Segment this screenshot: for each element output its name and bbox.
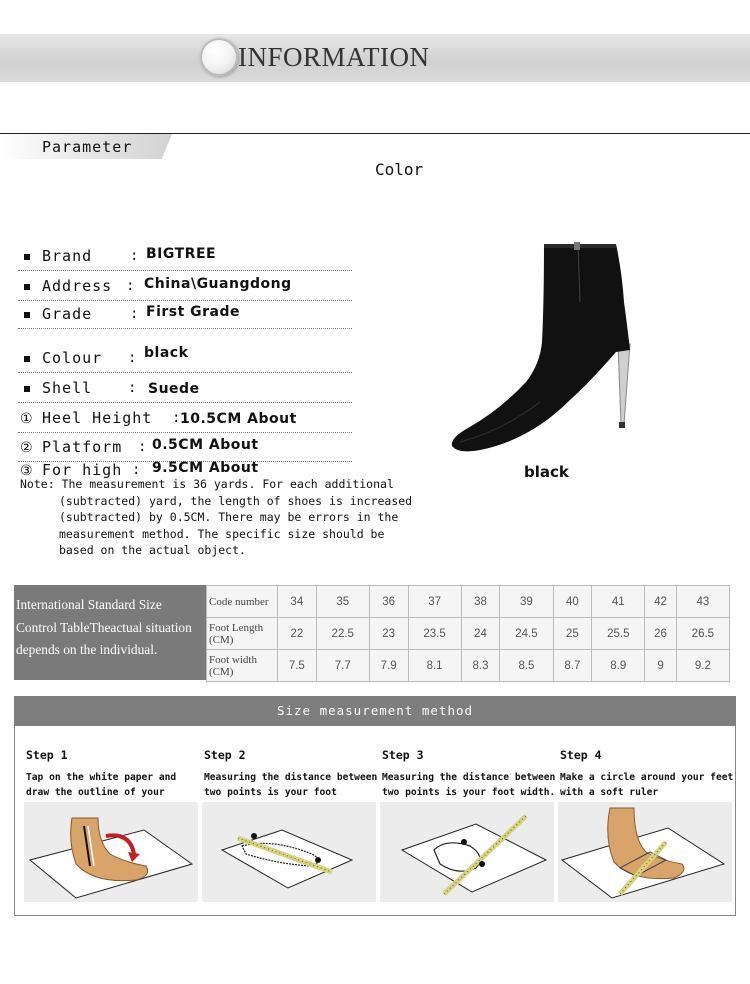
row-header: Foot Length (CM) (207, 618, 278, 650)
bullet-icon (24, 284, 30, 290)
param-row-shell (18, 378, 352, 403)
bullet-icon (24, 254, 30, 260)
color-swatch-label: black (524, 463, 569, 481)
table-cell: 26 (645, 618, 676, 650)
table-cell: 39 (500, 586, 553, 618)
table-cell: 24 (461, 618, 500, 650)
table-cell: 9.2 (676, 650, 729, 682)
note-line: (subtracted) yard, the length of shoes is increased (59, 493, 413, 508)
color-section-title: Color (375, 160, 424, 179)
table-cell: 43 (676, 586, 729, 618)
param-row-grade (18, 304, 352, 329)
param-value: Suede (148, 381, 200, 397)
note-line: based on the actual object. (59, 543, 246, 558)
step-2-illustration (202, 802, 376, 902)
table-cell: 25.5 (592, 618, 645, 650)
param-value: 10.5CM About (180, 411, 297, 427)
table-cell: 22.5 (316, 618, 369, 650)
size-table-caption (14, 585, 206, 680)
table-row (207, 650, 730, 682)
header-circle-icon (200, 38, 238, 76)
bullet-icon (24, 356, 30, 362)
param-sep: : (128, 380, 137, 396)
param-sep: : (138, 439, 147, 455)
param-name: Shell (42, 379, 93, 397)
step-description: Tap on the white paper and draw the outline of your (26, 772, 177, 798)
step-2 (202, 748, 378, 902)
param-name: Brand (42, 247, 93, 265)
step-description: Make a circle around your feet with a soft ruler (560, 772, 734, 798)
circled-number: ② (20, 440, 33, 456)
param-value: First Grade (146, 304, 241, 320)
step-1-illustration (24, 802, 198, 902)
table-cell: 7.5 (278, 650, 317, 682)
circled-number: ③ (20, 463, 33, 479)
param-sep: : (132, 462, 141, 478)
param-sep: : (130, 306, 139, 322)
measurement-title: Size measurement method (14, 696, 736, 726)
table-cell: 23 (369, 618, 408, 650)
table-cell: 40 (553, 586, 592, 618)
caption-line: depends on the individual. (16, 642, 158, 657)
circled-number: ① (20, 411, 33, 427)
param-row-colour (18, 345, 352, 373)
step-3 (380, 748, 556, 902)
table-cell: 7.7 (316, 650, 369, 682)
step-description: Measuring the distance between two points is your foot width. (382, 772, 556, 798)
table-cell: 23.5 (408, 618, 461, 650)
step-3-illustration (380, 802, 554, 902)
table-row (207, 586, 730, 618)
black-boot-image (440, 232, 640, 457)
table-cell: 24.5 (500, 618, 553, 650)
param-value: 0.5CM About (152, 437, 259, 453)
param-row-address (18, 276, 352, 301)
table-cell: 8.1 (408, 650, 461, 682)
table-cell: 22 (278, 618, 317, 650)
step-title: Step 1 (26, 748, 68, 762)
param-name: Grade (42, 305, 93, 323)
param-sep: : (128, 350, 137, 366)
table-row (207, 618, 730, 650)
measurement-note (20, 476, 420, 559)
step-4-illustration (558, 802, 732, 902)
param-value: BIGTREE (146, 246, 217, 262)
param-sep: : (126, 278, 135, 294)
table-cell: 41 (592, 586, 645, 618)
step-title: Step 4 (560, 748, 602, 762)
note-line: (subtracted) by 0.5CM. There may be errors in the (59, 510, 399, 525)
step-4 (558, 748, 734, 902)
param-name: Heel Height (42, 409, 153, 427)
step-1 (24, 748, 196, 902)
param-sep: : (172, 410, 181, 426)
param-name: Address (42, 277, 113, 295)
table-cell: 35 (316, 586, 369, 618)
row-header: Foot width (CM) (207, 650, 278, 682)
bullet-icon (24, 312, 30, 318)
step-description: Measuring the distance between two points is your foot (204, 772, 378, 798)
table-cell: 8.7 (553, 650, 592, 682)
table-cell: 26.5 (676, 618, 729, 650)
table-cell: 8.9 (592, 650, 645, 682)
table-cell: 38 (461, 586, 500, 618)
table-cell: 7.9 (369, 650, 408, 682)
table-cell: 25 (553, 618, 592, 650)
info-header-title: INFORMATION (238, 42, 430, 72)
param-row-heel-height (18, 408, 352, 433)
note-line: Note: The measurement is 36 yards. For each additional (20, 477, 394, 491)
param-name: Colour (42, 349, 103, 367)
bullet-icon (24, 386, 30, 392)
size-table (206, 585, 730, 682)
param-value: black (144, 345, 189, 361)
row-header: Code number (207, 586, 278, 618)
divider (0, 133, 750, 134)
table-cell: 42 (645, 586, 676, 618)
step-title: Step 3 (382, 748, 424, 762)
param-row-platform (18, 437, 352, 462)
caption-line: Control TableTheactual situation (16, 619, 192, 635)
table-cell: 34 (278, 586, 317, 618)
param-sep: : (130, 248, 139, 264)
param-name: Platform (42, 438, 123, 456)
table-cell: 8.5 (500, 650, 553, 682)
table-cell: 8.3 (461, 650, 500, 682)
param-value: 9.5CM About (152, 460, 259, 476)
table-cell: 36 (369, 586, 408, 618)
param-name: For high (42, 461, 123, 479)
param-value: China\Guangdong (144, 276, 292, 292)
table-cell: 37 (408, 586, 461, 618)
parameter-tab-label: Parameter (42, 138, 133, 156)
table-cell: 9 (645, 650, 676, 682)
step-title: Step 2 (204, 748, 246, 762)
param-row-brand (18, 246, 352, 271)
note-line: measurement method. The specific size should be (59, 526, 385, 541)
caption-line: International Standard Size (16, 597, 162, 612)
